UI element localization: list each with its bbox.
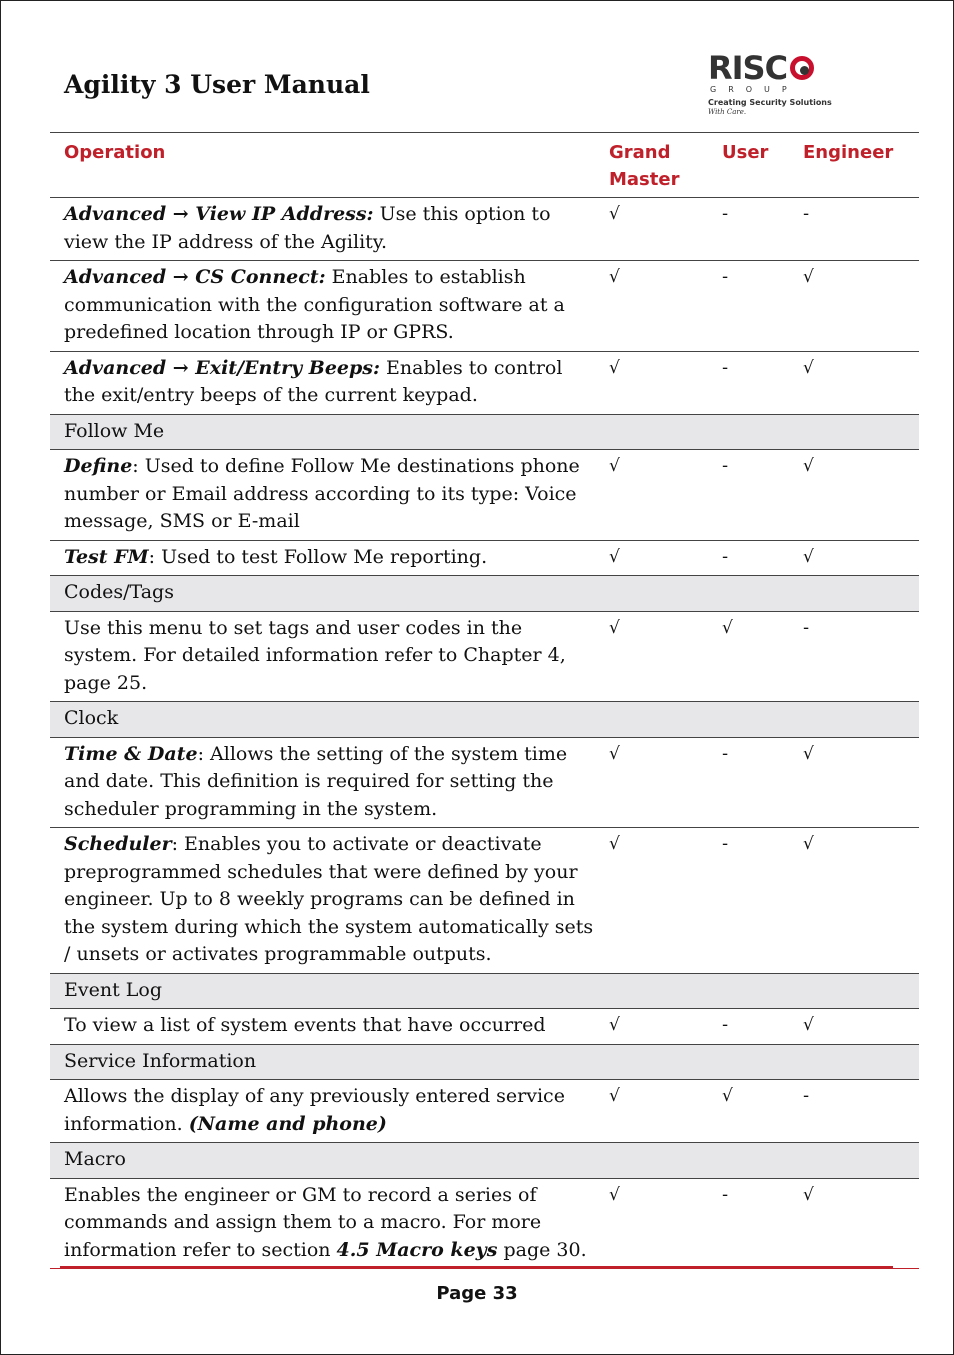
engineer-permission: √ bbox=[789, 828, 919, 974]
grand-master-permission: √ bbox=[595, 1178, 708, 1269]
grand-master-permission: √ bbox=[595, 540, 708, 576]
section-label: Codes/Tags bbox=[50, 576, 919, 612]
user-permission: - bbox=[708, 450, 789, 541]
operation-cell bbox=[50, 1009, 595, 1045]
operation-cell bbox=[50, 351, 595, 414]
footer-divider bbox=[60, 1266, 893, 1269]
grand-master-permission: √ bbox=[595, 1009, 708, 1045]
operation-emphasis: 4.5 Macro keys bbox=[336, 1238, 498, 1261]
grand-master-permission: √ bbox=[595, 261, 708, 352]
grand-master-permission: √ bbox=[595, 351, 708, 414]
logo-tagline bbox=[708, 98, 848, 116]
operation-cell bbox=[50, 450, 595, 541]
table-body bbox=[50, 198, 919, 1269]
table-row bbox=[50, 737, 919, 828]
operation-description: Enables the engineer or GM to record a series of commands and assign them to a macro. For more information refer to section bbox=[64, 1183, 542, 1261]
engineer-permission: √ bbox=[789, 737, 919, 828]
operation-cell bbox=[50, 1178, 595, 1269]
table-row bbox=[50, 1080, 919, 1143]
logo-group-text: GROUP bbox=[710, 85, 799, 94]
table-row bbox=[50, 828, 919, 974]
table-header-row bbox=[50, 133, 919, 198]
section-row bbox=[50, 702, 919, 738]
operation-name: Advanced → View IP Address: bbox=[64, 203, 374, 225]
operation-cell bbox=[50, 198, 595, 261]
permissions-table bbox=[50, 132, 919, 1269]
grand-master-permission: √ bbox=[595, 1080, 708, 1143]
user-permission: - bbox=[708, 198, 789, 261]
operation-cell bbox=[50, 737, 595, 828]
engineer-permission: √ bbox=[789, 450, 919, 541]
col-header-operation: Operation bbox=[50, 133, 595, 198]
section-label: Follow Me bbox=[50, 414, 919, 450]
document-title: Agility 3 User Manual bbox=[64, 70, 370, 99]
operation-cell bbox=[50, 540, 595, 576]
engineer-permission: √ bbox=[789, 1009, 919, 1045]
section-row bbox=[50, 1044, 919, 1080]
engineer-permission: √ bbox=[789, 351, 919, 414]
user-permission: - bbox=[708, 828, 789, 974]
operation-description: : Used to test Follow Me reporting. bbox=[148, 545, 488, 568]
section-label: Macro bbox=[50, 1143, 919, 1179]
grand-master-permission: √ bbox=[595, 198, 708, 261]
operation-description: : Enables you to activate or deactivate preprogrammed schedules that were defined by your engineer. Up to 8 weekly programs can be defined in the system during which the system automatically sets / unsets or activates programmable outputs. bbox=[64, 833, 594, 965]
operation-description: Enables to control the exit/entry beeps of the current keypad. bbox=[64, 356, 563, 406]
grand-master-permission: √ bbox=[595, 737, 708, 828]
user-permission: - bbox=[708, 737, 789, 828]
col-header-engineer: Engineer bbox=[789, 133, 919, 198]
table-row bbox=[50, 1178, 919, 1269]
engineer-permission: - bbox=[789, 1080, 919, 1143]
operation-description-end: page 30. bbox=[497, 1238, 587, 1261]
user-permission: - bbox=[708, 261, 789, 352]
table-row bbox=[50, 611, 919, 702]
operation-name: Define bbox=[64, 455, 133, 477]
grand-master-permission: √ bbox=[595, 611, 708, 702]
operation-cell bbox=[50, 261, 595, 352]
user-permission: - bbox=[708, 351, 789, 414]
logo-with-care: With Care. bbox=[708, 108, 747, 116]
table-row bbox=[50, 351, 919, 414]
operation-description: : Used to define Follow Me destinations phone number or Email address according to its type: Voice message, SMS or E-mail bbox=[64, 455, 580, 532]
section-row bbox=[50, 414, 919, 450]
engineer-permission: √ bbox=[789, 261, 919, 352]
operation-emphasis: (Name and phone) bbox=[188, 1112, 387, 1135]
operation-description: : Allows the setting of the system time and date. This definition is required for setting the scheduler programming in the system. bbox=[64, 742, 568, 820]
operation-name: Advanced → Exit/Entry Beeps: bbox=[64, 356, 380, 379]
col-header-grand-master: Grand Master bbox=[595, 133, 708, 198]
table-row bbox=[50, 450, 919, 541]
section-label: Event Log bbox=[50, 973, 919, 1009]
section-label: Clock bbox=[50, 702, 919, 738]
operation-name: Time & Date bbox=[64, 742, 198, 765]
page-number: Page 33 bbox=[436, 1283, 518, 1304]
operation-description: Allows the display of any previously entered service information. bbox=[64, 1085, 565, 1135]
operation-name: Scheduler bbox=[64, 833, 172, 855]
engineer-permission: - bbox=[789, 611, 919, 702]
engineer-permission: - bbox=[789, 198, 919, 261]
operation-description: Use this option to view the IP address of the Agility. bbox=[64, 203, 551, 253]
engineer-permission: √ bbox=[789, 1178, 919, 1269]
user-permission: - bbox=[708, 1009, 789, 1045]
user-permission: - bbox=[708, 1178, 789, 1269]
operation-description: To view a list of system events that have occurred bbox=[64, 1014, 546, 1036]
user-permission: √ bbox=[708, 1080, 789, 1143]
operation-description: Enables to establish communication with the configuration software at a predefined location through IP or GPRS. bbox=[64, 266, 565, 343]
operation-name: Advanced → CS Connect: bbox=[64, 266, 326, 288]
table-row bbox=[50, 261, 919, 352]
operation-cell bbox=[50, 611, 595, 702]
section-label: Service Information bbox=[50, 1044, 919, 1080]
table-row bbox=[50, 540, 919, 576]
logo-ring-icon bbox=[790, 56, 814, 80]
operation-cell bbox=[50, 828, 595, 974]
grand-master-permission: √ bbox=[595, 828, 708, 974]
operation-name: Test FM bbox=[64, 545, 149, 568]
operation-cell bbox=[50, 1080, 595, 1143]
section-row bbox=[50, 1143, 919, 1179]
col-header-user: User bbox=[708, 133, 789, 198]
grand-master-permission: √ bbox=[595, 450, 708, 541]
section-row bbox=[50, 973, 919, 1009]
logo-wordmark: RISC bbox=[708, 49, 788, 87]
user-permission: - bbox=[708, 540, 789, 576]
logo-tagline-text: Creating Security Solutions bbox=[708, 98, 832, 107]
engineer-permission: √ bbox=[789, 540, 919, 576]
user-permission: √ bbox=[708, 611, 789, 702]
table-row bbox=[50, 198, 919, 261]
section-row bbox=[50, 576, 919, 612]
operation-description: Use this menu to set tags and user codes in the system. For detailed information refer to Chapter 4, page 25. bbox=[64, 616, 566, 694]
table-row bbox=[50, 1009, 919, 1045]
risco-logo bbox=[708, 49, 848, 122]
